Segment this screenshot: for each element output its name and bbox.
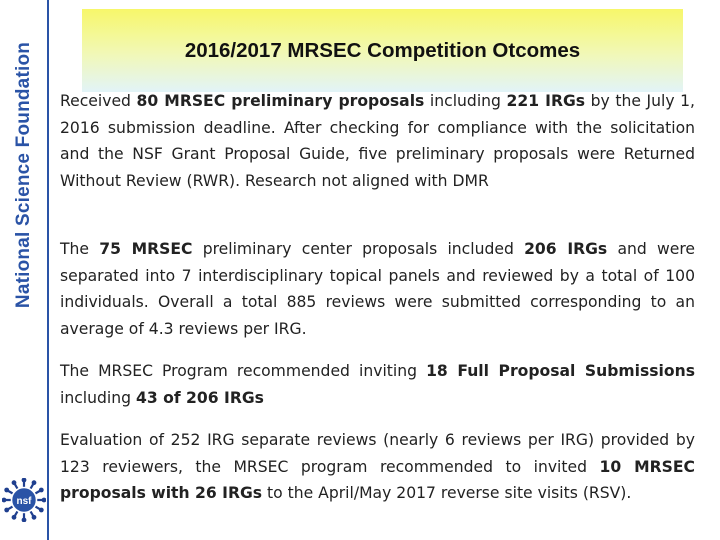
text-run: The (60, 240, 100, 258)
bold-run: 43 of 206 IRGs (135, 388, 264, 407)
slide-title: 2016/2017 MRSEC Competition Otcomes (184, 38, 581, 62)
org-name-vertical: National Science Foundation (13, 41, 34, 309)
text-run: by the July 1, 2016 submission deadline. After checking for compliance with the solicitation and the NSF Grant Proposal Guide, five preliminary proposals were Returned Without Review (RWR). Research not aligned with DMR (60, 92, 696, 190)
bold-run: 80 MRSEC preliminary proposals (136, 92, 425, 110)
paragraph-full-proposals (60, 358, 695, 411)
text-run: The MRSEC Program recommended inviting (60, 362, 427, 380)
text-run: Received (60, 92, 137, 110)
bold-run: 75 MRSEC (99, 240, 193, 258)
text-run: preliminary center proposals included (192, 240, 525, 258)
bold-run: 221 IRGs (506, 92, 586, 110)
text-run: and were separated into 7 interdisciplinary topical panels and reviewed by a total of 100 individuals. Overall a total 885 reviews were submitted corresponding to an average of 4.3 reviews per IRG. (60, 240, 696, 338)
bold-run: 18 Full Proposal Submissions (426, 362, 695, 380)
bold-run: 206 IRGs (524, 240, 608, 258)
text-run: to the April/May 2017 reverse site visits (RSV). (262, 484, 632, 502)
bold-run: 10 MRSEC proposals with 26 IRGs (60, 457, 695, 502)
title-banner (82, 9, 683, 92)
paragraph-preliminary-proposals (60, 88, 695, 194)
nsf-logo-icon (2, 478, 46, 522)
sidebar-divider (47, 0, 49, 540)
logo-text: nsf (16, 496, 32, 507)
paragraph-evaluation (60, 427, 695, 507)
paragraph-center-proposals (60, 236, 695, 342)
text-run: Evaluation of 252 IRG separate reviews (nearly 6 reviews per IRG) provided by 123 reviewers, the MRSEC program recommended to invited (60, 431, 695, 476)
text-run: including (424, 92, 507, 110)
text-run: including (60, 388, 136, 407)
